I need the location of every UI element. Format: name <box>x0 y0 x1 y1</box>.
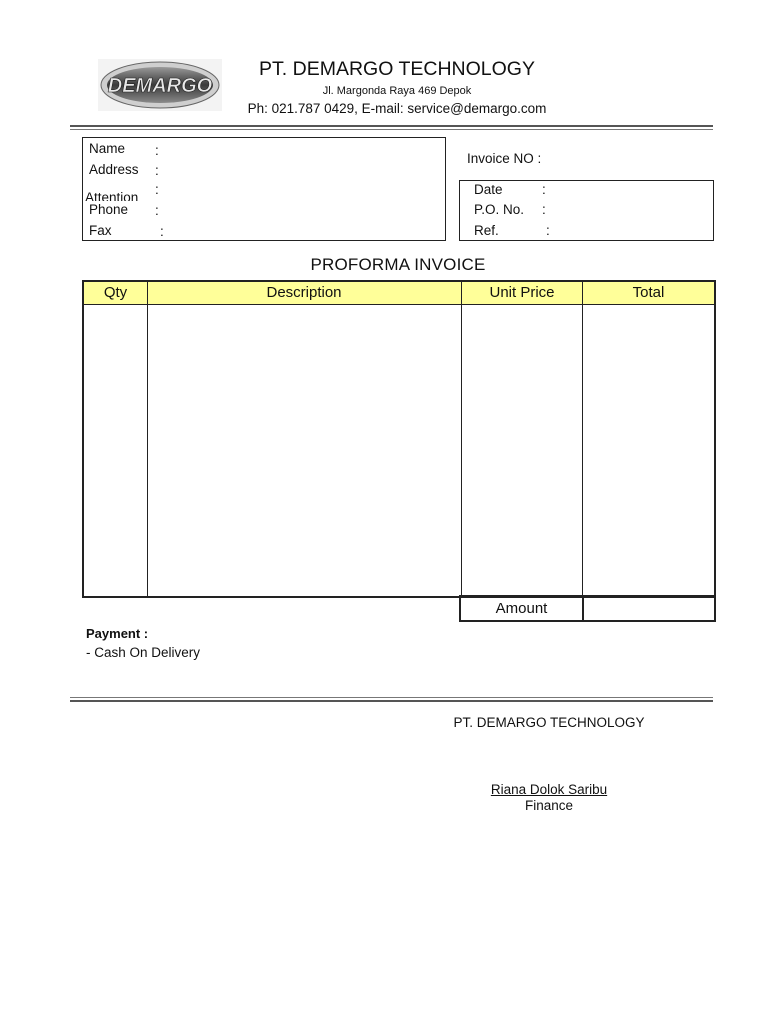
company-logo <box>98 59 222 111</box>
name-colon: : <box>155 143 159 158</box>
header-description: Description <box>266 284 342 301</box>
items-table <box>82 280 716 598</box>
company-contact: Ph: 021.787 0429, E-mail: service@demargo.com <box>247 101 547 116</box>
phone-label: Phone <box>89 202 129 217</box>
company-name: PT. DEMARGO TECHNOLOGY <box>259 58 535 80</box>
phone-colon: : <box>155 203 159 218</box>
signature-company: PT. DEMARGO TECHNOLOGY <box>453 715 645 730</box>
amount-divider <box>582 597 584 620</box>
table-header <box>84 282 714 305</box>
attention-clip <box>84 189 154 201</box>
payment-method: - Cash On Delivery <box>86 645 201 660</box>
header-total: Total <box>632 284 665 301</box>
footer-divider <box>70 700 713 702</box>
footer-divider-thin <box>70 697 713 698</box>
ref-label: Ref. <box>474 223 499 238</box>
signatory-role: Finance <box>524 798 574 813</box>
header-divider-thin <box>70 129 713 130</box>
header-divider <box>70 125 713 127</box>
attention-label: Attention <box>85 190 139 201</box>
date-label: Date <box>474 182 503 197</box>
amount-box <box>459 595 716 622</box>
fax-label: Fax <box>89 223 112 238</box>
company-address: Jl. Margonda Raya 469 Depok <box>322 85 472 97</box>
amount-label: Amount <box>495 600 548 617</box>
header-unit-price: Unit Price <box>489 284 555 301</box>
po-label: P.O. No. <box>474 202 525 217</box>
column-divider <box>582 282 583 596</box>
logo-text: DEMARGO <box>107 75 213 97</box>
document-title: PROFORMA INVOICE <box>310 255 486 274</box>
signatory-name: Riana Dolok Saribu <box>490 782 608 797</box>
invoice-no-label: Invoice NO : <box>467 151 542 166</box>
date-colon: : <box>542 182 546 197</box>
address-label: Address <box>89 162 139 177</box>
po-colon: : <box>542 202 546 217</box>
name-label: Name <box>89 141 126 156</box>
column-divider <box>461 282 462 596</box>
fax-colon: : <box>160 224 164 239</box>
address-colon: : <box>155 163 159 178</box>
header-qty: Qty <box>103 284 128 301</box>
attention-colon: : <box>155 182 159 197</box>
column-divider <box>147 282 148 596</box>
payment-label: Payment : <box>86 626 149 641</box>
ref-colon: : <box>546 223 550 238</box>
